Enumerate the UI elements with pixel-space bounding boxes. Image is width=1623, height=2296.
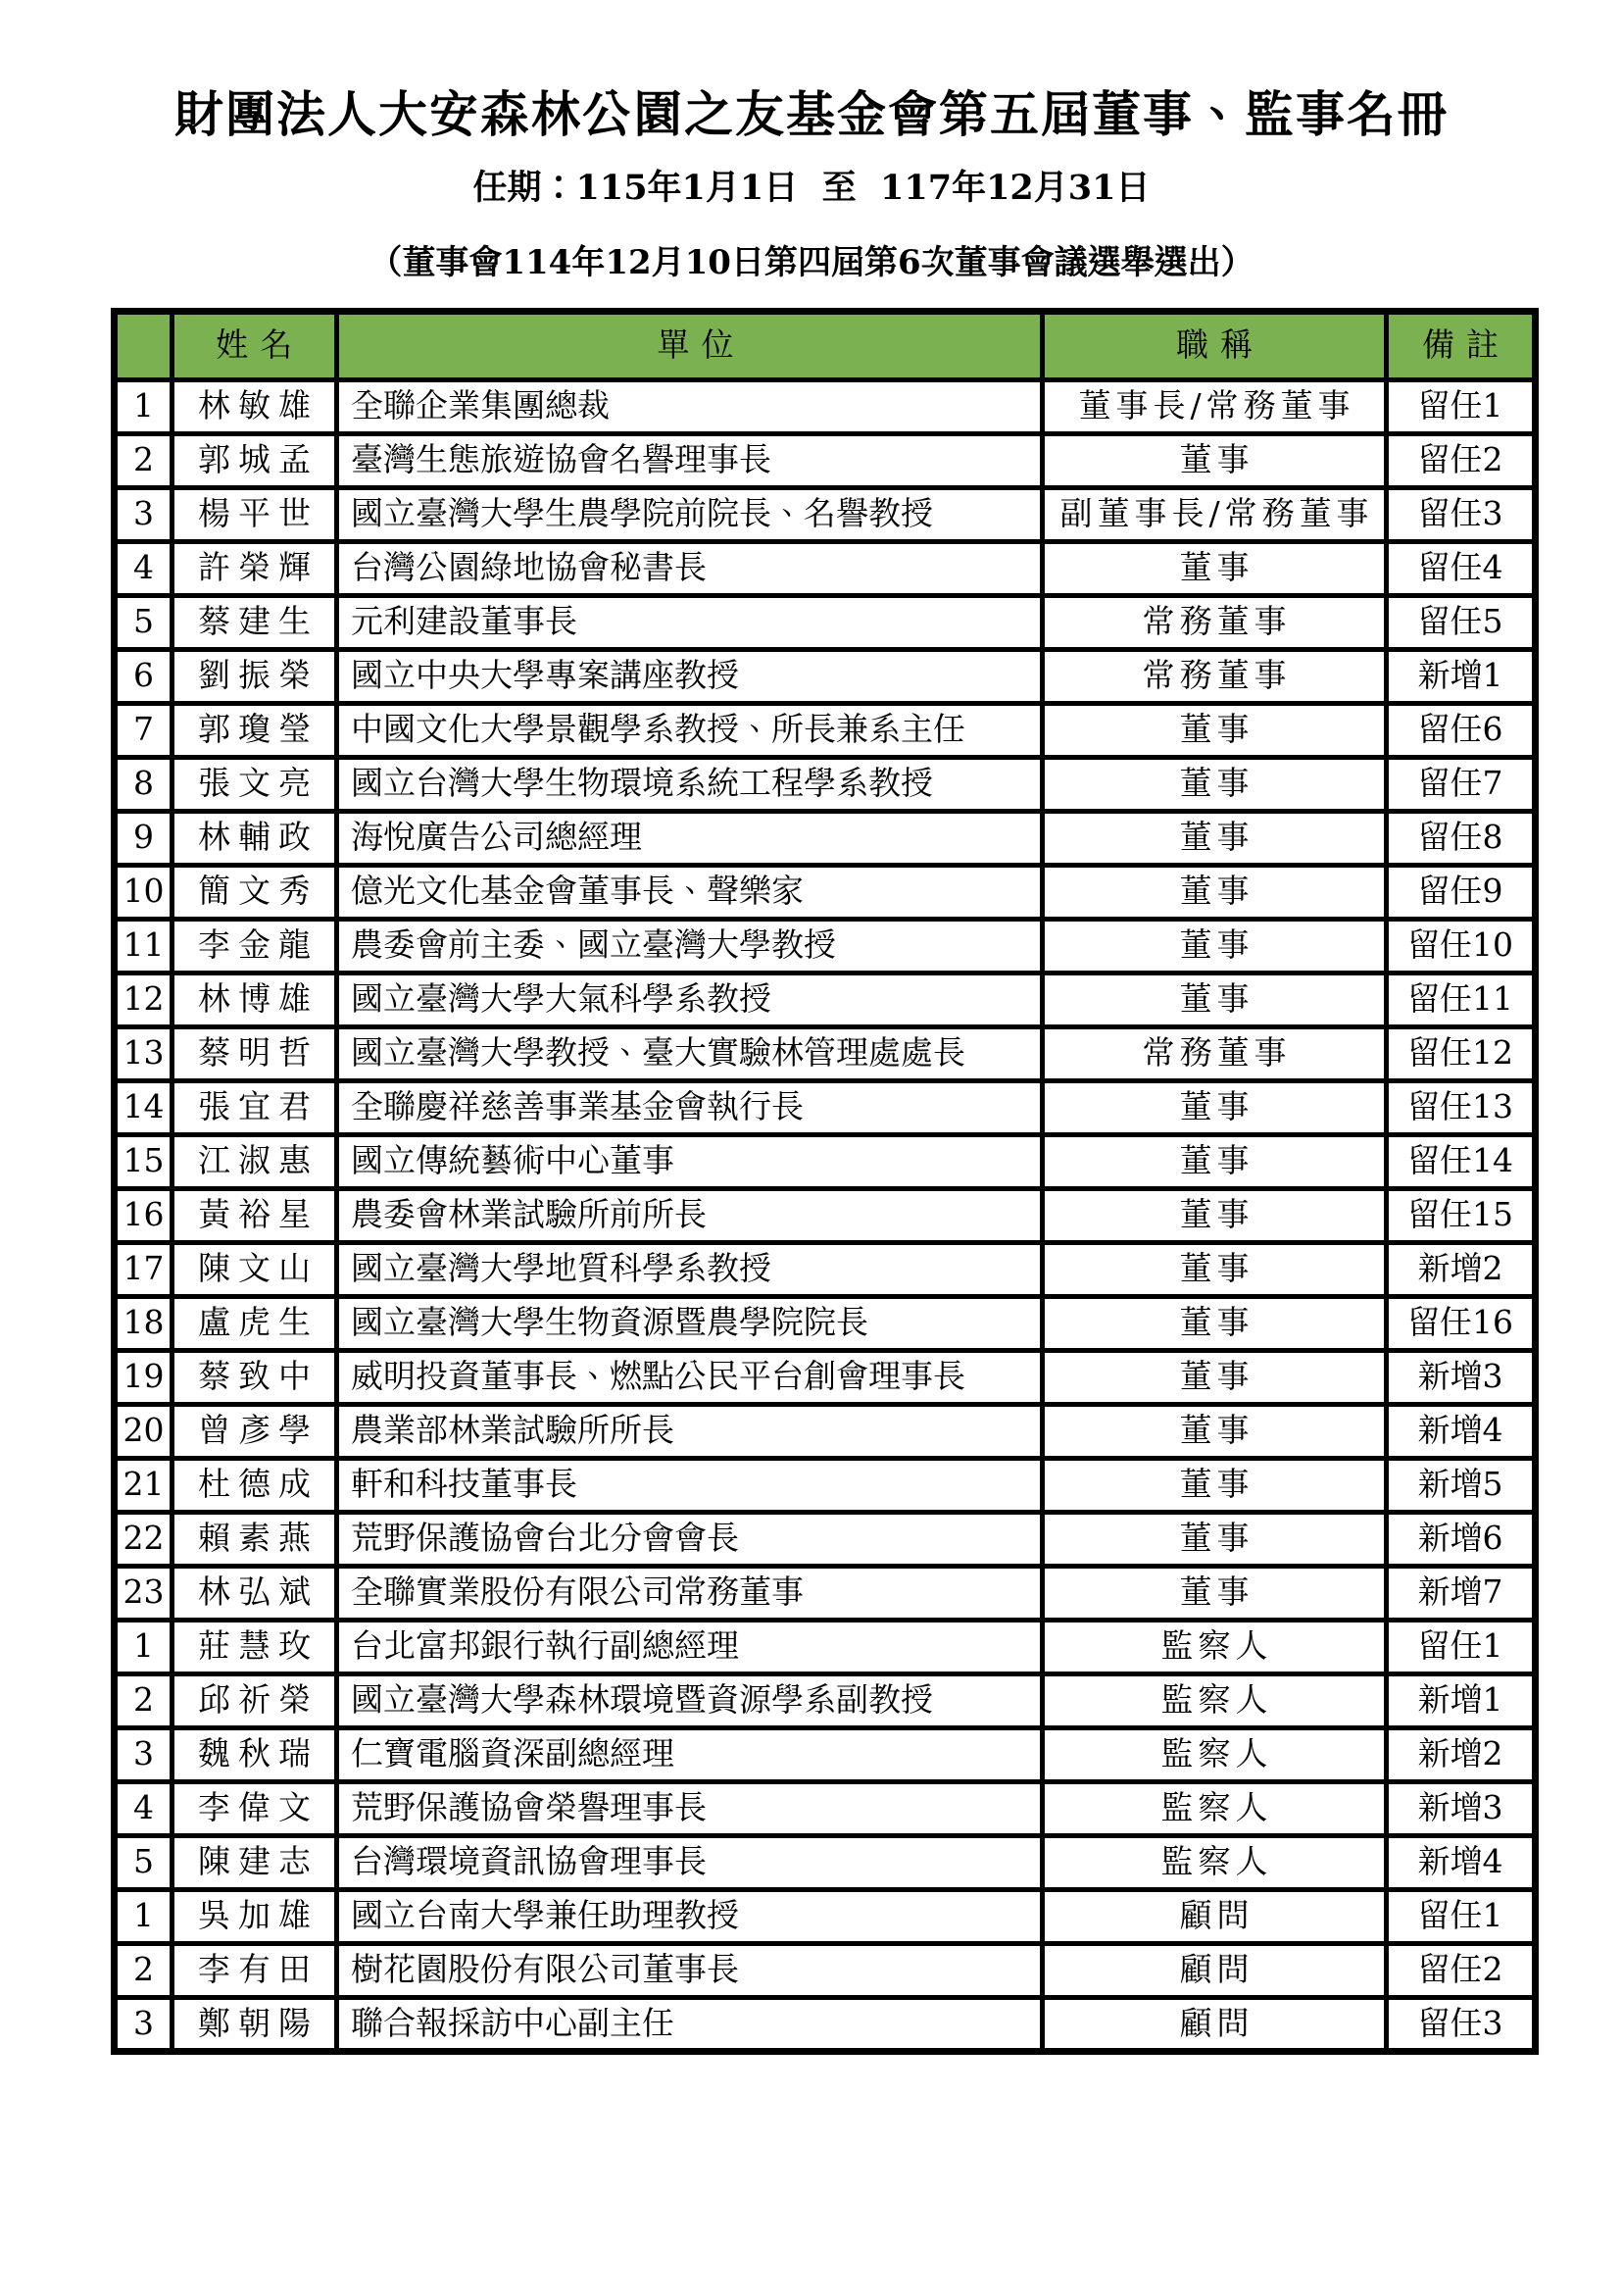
table-row	[115, 1835, 1536, 1889]
note-cell: 新增7	[1387, 1566, 1536, 1620]
unit-cell: 國立臺灣大學生農學院前院長、名譽教授	[337, 487, 1043, 541]
row-number-cell: 10	[115, 865, 172, 919]
note-cell: 留任3	[1387, 487, 1536, 541]
unit-cell: 聯合報採訪中心副主任	[337, 1997, 1043, 2051]
unit-cell: 全聯實業股份有限公司常務董事	[337, 1566, 1043, 1620]
row-number-cell: 11	[115, 919, 172, 973]
table-row	[115, 379, 1536, 433]
unit-cell: 台灣公園綠地協會秘書長	[337, 541, 1043, 595]
title-cell: 董事	[1043, 1404, 1387, 1458]
title-cell: 監察人	[1043, 1835, 1387, 1889]
note-cell: 新增2	[1387, 1727, 1536, 1781]
row-number-cell: 12	[115, 973, 172, 1026]
table-row	[115, 1566, 1536, 1620]
name-cell: 黃裕星	[172, 1188, 337, 1242]
name-cell: 郭瓊瑩	[172, 703, 337, 757]
unit-cell: 農委會前主委、國立臺灣大學教授	[337, 919, 1043, 973]
row-number-cell: 19	[115, 1350, 172, 1404]
note-cell: 留任1	[1387, 379, 1536, 433]
name-cell: 楊平世	[172, 487, 337, 541]
title-cell: 董事	[1043, 1350, 1387, 1404]
table-row	[115, 1673, 1536, 1727]
unit-cell: 國立臺灣大學大氣科學系教授	[337, 973, 1043, 1026]
title-cell: 董事	[1043, 703, 1387, 757]
table-row	[115, 1889, 1536, 1943]
name-cell: 林博雄	[172, 973, 337, 1026]
unit-cell: 國立中央大學專案講座教授	[337, 649, 1043, 703]
title-cell: 董事	[1043, 757, 1387, 811]
title-cell: 監察人	[1043, 1781, 1387, 1835]
row-number-cell: 1	[115, 1620, 172, 1673]
note-cell: 新增1	[1387, 649, 1536, 703]
title-cell: 董事	[1043, 973, 1387, 1026]
unit-cell: 荒野保護協會榮譽理事長	[337, 1781, 1043, 1835]
table-row	[115, 973, 1536, 1026]
row-number-cell: 4	[115, 1781, 172, 1835]
table-row	[115, 1512, 1536, 1566]
table-row	[115, 1404, 1536, 1458]
note-cell: 留任3	[1387, 1997, 1536, 2051]
row-number-cell: 21	[115, 1458, 172, 1512]
title-cell: 董事	[1043, 1566, 1387, 1620]
name-cell: 李有田	[172, 1943, 337, 1997]
name-cell: 李金龍	[172, 919, 337, 973]
unit-cell: 仁寶電腦資深副總經理	[337, 1727, 1043, 1781]
unit-cell: 國立臺灣大學教授、臺大實驗林管理處處長	[337, 1026, 1043, 1080]
table-row	[115, 541, 1536, 595]
row-number-cell: 15	[115, 1134, 172, 1188]
title-cell: 董事	[1043, 1512, 1387, 1566]
note-cell: 留任4	[1387, 541, 1536, 595]
name-cell: 莊慧玫	[172, 1620, 337, 1673]
row-number-cell: 20	[115, 1404, 172, 1458]
title-cell: 董事	[1043, 1188, 1387, 1242]
note-cell: 留任11	[1387, 973, 1536, 1026]
name-cell: 邱祈榮	[172, 1673, 337, 1727]
unit-cell: 國立台灣大學生物環境系統工程學系教授	[337, 757, 1043, 811]
title-cell: 顧問	[1043, 1889, 1387, 1943]
unit-cell: 全聯慶祥慈善事業基金會執行長	[337, 1080, 1043, 1134]
title-cell: 董事	[1043, 811, 1387, 865]
row-number-cell: 2	[115, 1943, 172, 1997]
note-cell: 新增3	[1387, 1350, 1536, 1404]
unit-cell: 國立臺灣大學生物資源暨農學院院長	[337, 1296, 1043, 1350]
header-cell-title: 職稱	[1043, 311, 1387, 379]
row-number-cell: 3	[115, 487, 172, 541]
name-cell: 蔡致中	[172, 1350, 337, 1404]
title-cell: 董事	[1043, 865, 1387, 919]
note-cell: 留任13	[1387, 1080, 1536, 1134]
name-cell: 郭城孟	[172, 433, 337, 487]
page-title: 財團法人大安森林公園之友基金會第五屆董事、監事名冊	[174, 85, 1449, 143]
row-number-cell: 18	[115, 1296, 172, 1350]
unit-cell: 樹花園股份有限公司董事長	[337, 1943, 1043, 1997]
name-cell: 陳文山	[172, 1242, 337, 1296]
header-cell-name: 姓名	[172, 311, 337, 379]
title-cell: 顧問	[1043, 1997, 1387, 2051]
title-cell: 董事	[1043, 1458, 1387, 1512]
row-number-cell: 8	[115, 757, 172, 811]
note-cell: 留任15	[1387, 1188, 1536, 1242]
name-cell: 吳加雄	[172, 1889, 337, 1943]
name-cell: 賴素燕	[172, 1512, 337, 1566]
name-cell: 簡文秀	[172, 865, 337, 919]
unit-cell: 威明投資董事長、燃點公民平台創會理事長	[337, 1350, 1043, 1404]
name-cell: 林輔政	[172, 811, 337, 865]
note-cell: 留任10	[1387, 919, 1536, 973]
name-cell: 李偉文	[172, 1781, 337, 1835]
row-number-cell: 22	[115, 1512, 172, 1566]
row-number-cell: 9	[115, 811, 172, 865]
table-row	[115, 1080, 1536, 1134]
title-cell: 常務董事	[1043, 1026, 1387, 1080]
unit-cell: 中國文化大學景觀學系教授、所長兼系主任	[337, 703, 1043, 757]
title-cell: 監察人	[1043, 1727, 1387, 1781]
table-row	[115, 1997, 1536, 2051]
unit-cell: 國立臺灣大學地質科學系教授	[337, 1242, 1043, 1296]
name-cell: 曾彥學	[172, 1404, 337, 1458]
row-number-cell: 6	[115, 649, 172, 703]
table-row	[115, 811, 1536, 865]
row-number-cell: 17	[115, 1242, 172, 1296]
note-cell: 留任2	[1387, 1943, 1536, 1997]
name-cell: 張宜君	[172, 1080, 337, 1134]
header-cell-unit: 單位	[337, 311, 1043, 379]
title-cell: 董事	[1043, 1134, 1387, 1188]
note-cell: 留任12	[1387, 1026, 1536, 1080]
unit-cell: 台灣環境資訊協會理事長	[337, 1835, 1043, 1889]
row-number-cell: 16	[115, 1188, 172, 1242]
row-number-cell: 5	[115, 1835, 172, 1889]
title-cell: 副董事長/常務董事	[1043, 487, 1387, 541]
table-row	[115, 1781, 1536, 1835]
unit-cell: 億光文化基金會董事長、聲樂家	[337, 865, 1043, 919]
title-cell: 董事	[1043, 1080, 1387, 1134]
note-cell: 留任9	[1387, 865, 1536, 919]
row-number-cell: 4	[115, 541, 172, 595]
title-cell: 董事	[1043, 1242, 1387, 1296]
title-cell: 董事長/常務董事	[1043, 379, 1387, 433]
name-cell: 杜德成	[172, 1458, 337, 1512]
header-cell-note: 備註	[1387, 311, 1536, 379]
header-cell-index	[115, 311, 172, 379]
name-cell: 蔡建生	[172, 595, 337, 649]
title-cell: 董事	[1043, 541, 1387, 595]
unit-cell: 農業部林業試驗所所長	[337, 1404, 1043, 1458]
name-cell: 陳建志	[172, 1835, 337, 1889]
unit-cell: 國立臺灣大學森林環境暨資源學系副教授	[337, 1673, 1043, 1727]
unit-cell: 荒野保護協會台北分會會長	[337, 1512, 1043, 1566]
row-number-cell: 13	[115, 1026, 172, 1080]
unit-cell: 國立傳統藝術中心董事	[337, 1134, 1043, 1188]
name-cell: 劉振榮	[172, 649, 337, 703]
row-number-cell: 2	[115, 433, 172, 487]
table-row	[115, 487, 1536, 541]
title-cell: 顧問	[1043, 1943, 1387, 1997]
row-number-cell: 3	[115, 1997, 172, 2051]
row-number-cell: 23	[115, 1566, 172, 1620]
unit-cell: 海悅廣告公司總經理	[337, 811, 1043, 865]
title-cell: 監察人	[1043, 1673, 1387, 1727]
name-cell: 江淑惠	[172, 1134, 337, 1188]
table-row	[115, 757, 1536, 811]
title-cell: 董事	[1043, 919, 1387, 973]
note-cell: 新增5	[1387, 1458, 1536, 1512]
unit-cell: 軒和科技董事長	[337, 1458, 1043, 1512]
note-cell: 新增3	[1387, 1781, 1536, 1835]
table-row	[115, 649, 1536, 703]
note-cell: 留任1	[1387, 1889, 1536, 1943]
name-cell: 盧虎生	[172, 1296, 337, 1350]
unit-cell: 台北富邦銀行執行副總經理	[337, 1620, 1043, 1673]
title-cell: 董事	[1043, 1296, 1387, 1350]
name-cell: 蔡明哲	[172, 1026, 337, 1080]
roster-table	[111, 308, 1539, 2055]
table-row	[115, 1296, 1536, 1350]
note-cell: 留任8	[1387, 811, 1536, 865]
note-cell: 新增1	[1387, 1673, 1536, 1727]
row-number-cell: 7	[115, 703, 172, 757]
term-subtitle: 任期：115年1月1日 至 117年12月31日	[472, 167, 1151, 208]
title-cell: 常務董事	[1043, 595, 1387, 649]
row-number-cell: 5	[115, 595, 172, 649]
note-cell: 留任2	[1387, 433, 1536, 487]
table-row	[115, 1026, 1536, 1080]
unit-cell: 國立台南大學兼任助理教授	[337, 1889, 1043, 1943]
note-cell: 留任6	[1387, 703, 1536, 757]
table-row	[115, 595, 1536, 649]
table-row	[115, 865, 1536, 919]
name-cell: 魏秋瑞	[172, 1727, 337, 1781]
table-row	[115, 919, 1536, 973]
row-number-cell: 3	[115, 1727, 172, 1781]
table-row	[115, 1134, 1536, 1188]
unit-cell: 元利建設董事長	[337, 595, 1043, 649]
name-cell: 許榮輝	[172, 541, 337, 595]
note-cell: 新增2	[1387, 1242, 1536, 1296]
note-cell: 留任16	[1387, 1296, 1536, 1350]
row-number-cell: 1	[115, 1889, 172, 1943]
table-row	[115, 1620, 1536, 1673]
table-row	[115, 703, 1536, 757]
name-cell: 張文亮	[172, 757, 337, 811]
name-cell: 林弘斌	[172, 1566, 337, 1620]
table-row	[115, 1458, 1536, 1512]
title-cell: 常務董事	[1043, 649, 1387, 703]
title-cell: 董事	[1043, 433, 1387, 487]
header-row	[115, 311, 1536, 379]
note-cell: 留任1	[1387, 1620, 1536, 1673]
note-cell: 新增4	[1387, 1835, 1536, 1889]
name-cell: 林敏雄	[172, 379, 337, 433]
row-number-cell: 2	[115, 1673, 172, 1727]
unit-cell: 農委會林業試驗所前所長	[337, 1188, 1043, 1242]
note-cell: 留任5	[1387, 595, 1536, 649]
table-row	[115, 1242, 1536, 1296]
row-number-cell: 1	[115, 379, 172, 433]
row-number-cell: 14	[115, 1080, 172, 1134]
unit-cell: 全聯企業集團總裁	[337, 379, 1043, 433]
table-row	[115, 1188, 1536, 1242]
name-cell: 鄭朝陽	[172, 1997, 337, 2051]
table-row	[115, 1727, 1536, 1781]
table-row	[115, 1350, 1536, 1404]
note-cell: 新增6	[1387, 1512, 1536, 1566]
election-note: （董事會114年12月10日第四屆第6次董事會議選舉選出）	[369, 242, 1254, 282]
unit-cell: 臺灣生態旅遊協會名譽理事長	[337, 433, 1043, 487]
title-cell: 監察人	[1043, 1620, 1387, 1673]
note-cell: 新增4	[1387, 1404, 1536, 1458]
table-row	[115, 1943, 1536, 1997]
note-cell: 留任14	[1387, 1134, 1536, 1188]
note-cell: 留任7	[1387, 757, 1536, 811]
table-row	[115, 433, 1536, 487]
